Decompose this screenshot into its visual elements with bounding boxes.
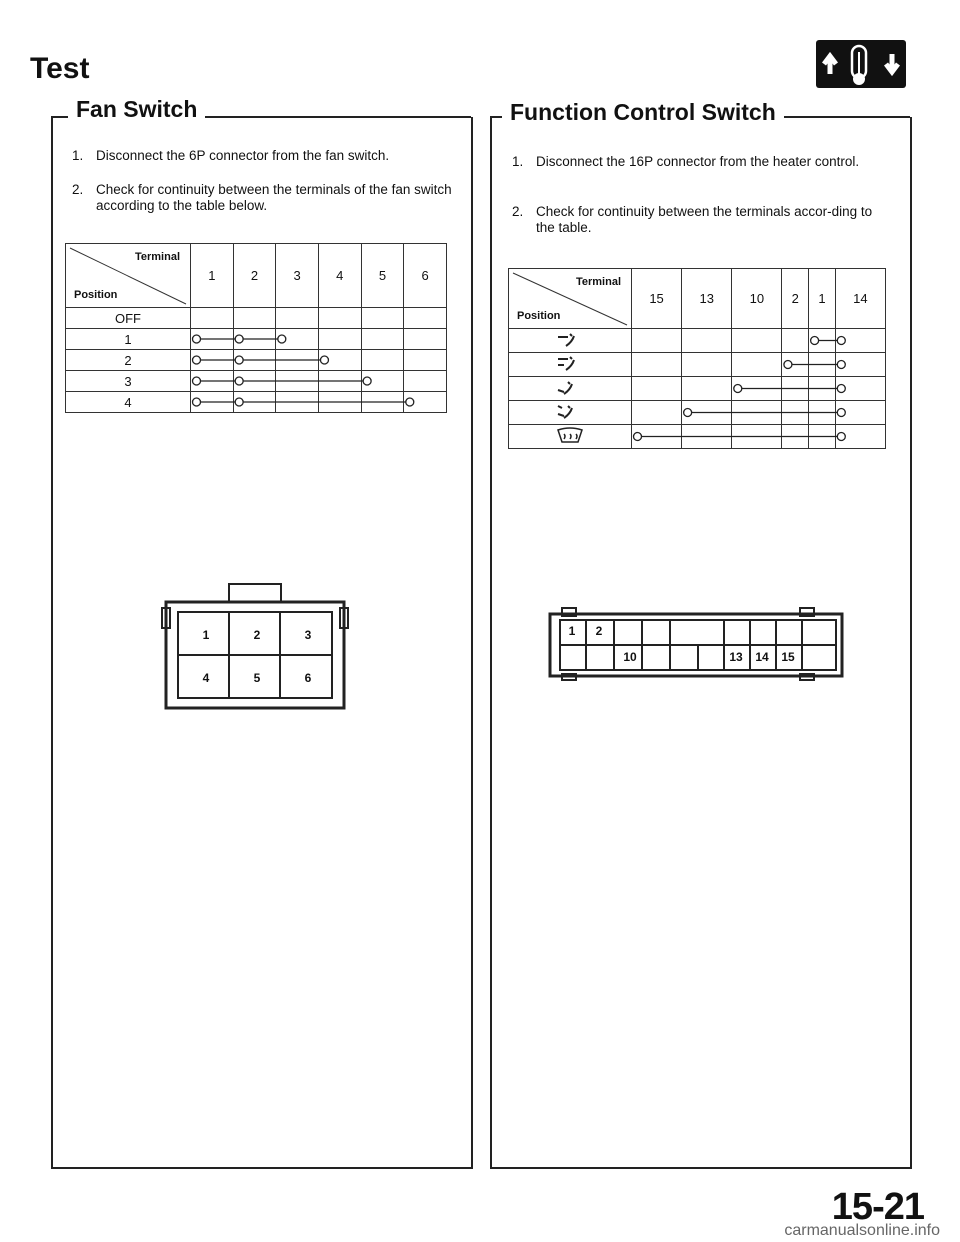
step-number: 2. [72, 182, 84, 197]
terminal-header: 6 [404, 244, 447, 308]
table-header-corner [509, 269, 632, 329]
position-cell: 3 [66, 371, 191, 392]
step-number: 2. [512, 204, 524, 219]
page-title: Test [30, 52, 90, 85]
terminal-header: 1 [191, 244, 234, 308]
heat-mode-icon [509, 377, 632, 401]
terminal-header: 3 [276, 244, 319, 308]
fan-switch-continuity-table [65, 243, 447, 413]
watermark: carmanualsonline.info [784, 1222, 940, 1239]
step-number: 1. [72, 148, 84, 163]
temperature-control-icon [816, 40, 906, 88]
terminal-label: Terminal [575, 276, 621, 288]
position-label: Position [517, 310, 561, 322]
connector-terminal: 13 [729, 650, 743, 664]
terminal-header: 1 [809, 269, 836, 329]
defrost-mode-icon [509, 425, 632, 449]
connector-terminal: 10 [623, 650, 637, 664]
connector-terminal: 1 [568, 624, 576, 638]
terminal-header: 10 [732, 269, 782, 329]
terminal-header: 2 [233, 244, 276, 308]
step-text: Disconnect the 6P connector from the fan switch. [96, 148, 390, 163]
connector-terminal: 6 [304, 671, 312, 685]
function-control-switch-title: Function Control Switch [502, 99, 784, 126]
terminal-header: 15 [632, 269, 682, 329]
connector-terminal: 2 [253, 628, 261, 642]
position-cell: 2 [66, 350, 191, 371]
heat-defrost-mode-icon [509, 401, 632, 425]
terminal-header: 5 [361, 244, 404, 308]
terminal-header: 4 [318, 244, 361, 308]
position-label: Position [74, 289, 118, 301]
page-number: 15-21 [831, 1186, 924, 1228]
fan-switch-step-1 [72, 148, 462, 164]
connector-terminal: 4 [202, 671, 210, 685]
function-switch-16p-connector [546, 606, 846, 682]
step-text: Check for continuity between the terminals accor-ding to the table. [536, 204, 873, 235]
connector-terminal: 2 [595, 624, 603, 638]
step-text: Check for continuity between the terminals of the fan switch according to the table below. [96, 182, 452, 213]
fan-switch-step-2 [72, 182, 462, 214]
terminal-header: 2 [782, 269, 809, 329]
terminal-header: 14 [835, 269, 885, 329]
fan-switch-6p-connector [160, 582, 350, 712]
connector-terminal: 5 [253, 671, 261, 685]
function-switch-step-2 [512, 204, 890, 236]
position-cell: OFF [66, 308, 191, 329]
step-number: 1. [512, 154, 524, 169]
step-text: Disconnect the 16P connector from the heater control. [536, 154, 860, 169]
function-switch-continuity-table [508, 268, 886, 449]
position-cell: 4 [66, 392, 191, 413]
terminal-label: Terminal [134, 251, 180, 263]
position-cell: 1 [66, 329, 191, 350]
terminal-header: 13 [682, 269, 732, 329]
connector-terminal: 15 [781, 650, 795, 664]
bi-level-mode-icon [509, 353, 632, 377]
connector-terminal: 14 [755, 650, 769, 664]
vent-mode-icon [509, 329, 632, 353]
table-header-corner [66, 244, 191, 308]
connector-terminal: 1 [202, 628, 210, 642]
function-switch-step-1 [512, 154, 890, 170]
connector-terminal: 3 [304, 628, 312, 642]
fan-switch-title: Fan Switch [68, 96, 205, 123]
